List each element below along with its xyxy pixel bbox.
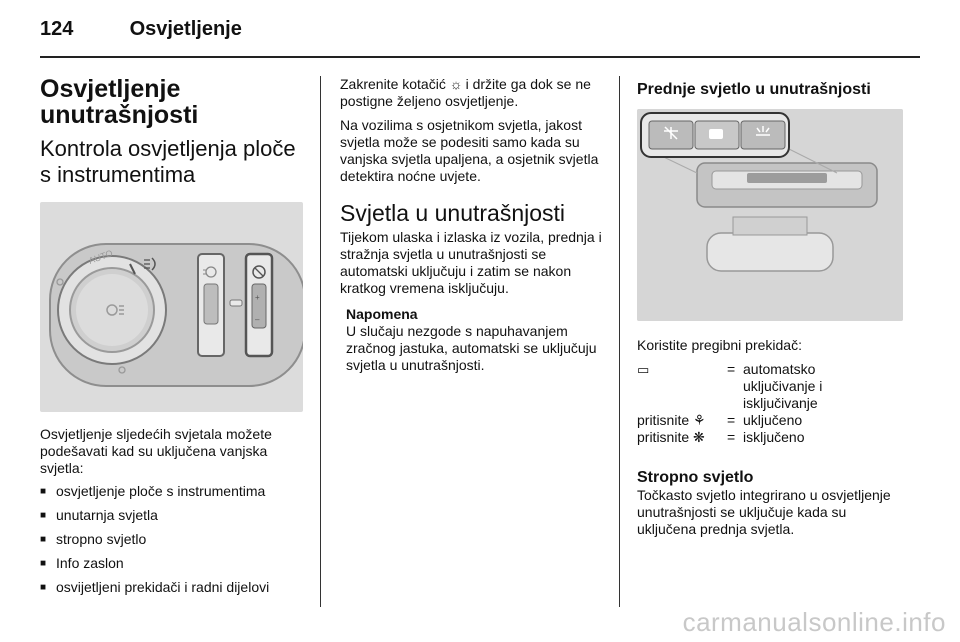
table-row: pritisnite ⚘ = uključeno <box>637 412 803 428</box>
door-icon: ▭ <box>637 362 650 377</box>
light-switch-illustration <box>40 202 303 412</box>
list-item: ■ stropno svjetlo <box>40 531 304 548</box>
adjustable-lights-list <box>40 483 304 596</box>
column-divider-2 <box>619 76 620 607</box>
subsection-title-instrument-panel: Kontrola osvjetljenja ploče s instrumentima <box>40 136 296 187</box>
panel-lighting-paragraph: Osvjetljenje sljedećih svjetala možete podešavati kad su uključena vanjska svjetla: <box>40 426 272 476</box>
section-title-interior-lighting: Osvjetljenje unutrašnjosti <box>40 75 199 129</box>
note-title: Napomena <box>346 306 418 322</box>
chapter-title: Osvjetljenje <box>129 18 242 40</box>
entry-exit-paragraph: Tijekom ulaska i izlaska iz vozila, prednja i stražnja svjetla u unutrašnjosti se automatski uključuju i zatim se nakon kratkog vremena isključuju. <box>340 229 602 296</box>
watermark: carmanualsonline.info <box>682 607 946 637</box>
note-text: U slučaju nezgode s napuhavanjem zračnog jastuka, automatski se uključuju svjetla u unutrašnjosti. <box>346 323 597 373</box>
thumbwheel-icon: ☼ <box>449 76 463 92</box>
light-sensor-paragraph: Na vozilima s osjetnikom svjetla, jakost svjetla može se podesiti samo kada su vanjska svjetla upaljena, a osjetnik svjetla detektira noćne uvjete. <box>340 117 599 184</box>
dial-auto-label: AUTO <box>87 247 115 266</box>
lamp-on-icon: ⚘ <box>693 412 706 428</box>
column-1 <box>40 76 304 603</box>
note-box <box>340 306 608 374</box>
switch-function-table <box>637 361 831 446</box>
lamp-off-icon: ❋ <box>693 429 705 445</box>
page-header <box>40 18 242 41</box>
table-row: ▭ = automatsko uključivanje i isključivanje <box>637 361 823 411</box>
column-3 <box>637 76 903 538</box>
svg-text:–: – <box>255 315 260 324</box>
door-icon <box>709 129 723 139</box>
column-divider-1 <box>320 76 321 607</box>
page-number: 124 <box>40 18 74 40</box>
light-switch-drawing <box>40 202 303 412</box>
header-rule <box>40 56 920 58</box>
svg-text:+: + <box>255 293 260 302</box>
column-2 <box>340 76 608 374</box>
table-row: pritisnite ❋ = isključeno <box>637 429 805 445</box>
list-item: ■ osvjetljenje ploče s instrumentima <box>40 483 304 500</box>
list-item: ■ unutarnja svjetla <box>40 507 304 524</box>
section-title-front-interior-light: Prednje svjetlo u unutrašnjosti <box>637 81 871 98</box>
list-item: ■ Info zaslon <box>40 555 304 572</box>
courtesy-light-illustration <box>637 109 903 321</box>
dimmer-instruction-paragraph: Zakrenite kotačić ☼ i držite ga dok se ne postigne željeno osvjetljenje. <box>340 76 591 109</box>
rocker-switch-intro: Koristite pregibni prekidač: <box>637 337 802 353</box>
subsection-title-ceiling-light: Stropno svjetlo <box>637 469 754 486</box>
list-item: ■ osvijetljeni prekidači i radni dijelovi <box>40 579 304 596</box>
courtesy-light-drawing <box>637 109 903 321</box>
section-title-interior-lights: Svjetla u unutrašnjosti <box>340 200 566 226</box>
ceiling-light-paragraph: Točkasto svjetlo integrirano u osvjetljenje unutrašnjosti se uključuje kada su uključena prednja svjetla. <box>637 487 891 537</box>
